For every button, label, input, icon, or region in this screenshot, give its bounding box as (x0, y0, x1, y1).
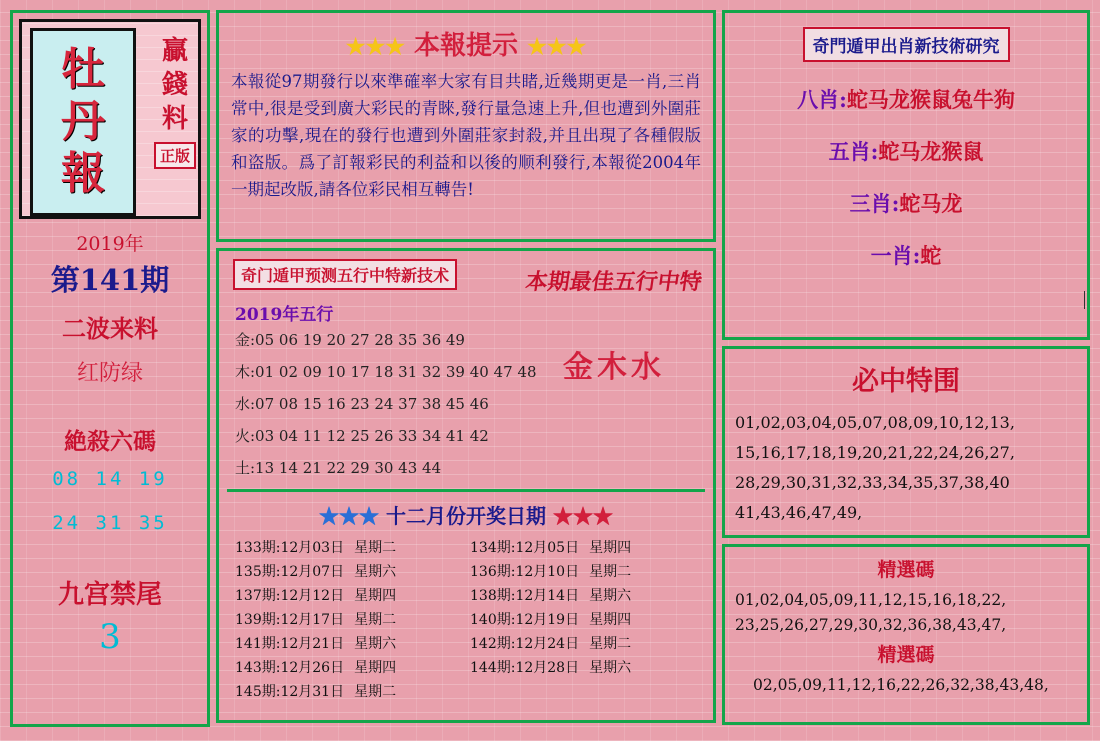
logo-char-2: 丹 (61, 96, 105, 147)
wuxing-year: 2019年五行 (235, 305, 334, 325)
draw-date-grid (227, 537, 705, 701)
zodiac-label-3: 三肖: (849, 191, 900, 216)
draw-week: 星期二 (589, 636, 632, 652)
star-icon-right: ★★★ (527, 34, 587, 60)
zodiac-value-1: 蛇 (920, 243, 942, 268)
star-icon-left: ★★★ (345, 34, 405, 60)
list-item (235, 585, 462, 605)
must-hit-panel (722, 346, 1090, 538)
zodiac-value-3: 蛇马龙 (899, 191, 963, 216)
selected-codes-panel (722, 544, 1090, 725)
selected-codes-row-2: 23,25,26,27,29,30,32,36,38,43,47, (735, 616, 1007, 634)
left-column (10, 10, 210, 727)
list-item (470, 537, 697, 557)
draw-issue: 145期:12月31日 (235, 684, 345, 700)
draw-issue: 133期:12月03日 (235, 540, 345, 556)
zodiac-row-1 (731, 240, 1081, 270)
selected-codes-row-3: 02,05,09,11,12,16,22,26,32,38,43,48, (753, 676, 1049, 694)
draw-issue: 141期:12月21日 (235, 636, 345, 652)
zodiac-row-5 (731, 136, 1081, 166)
draw-week: 星期四 (589, 540, 632, 556)
star-icon-date-right: ★★★ (552, 504, 613, 528)
draw-week: 星期六 (589, 588, 632, 604)
notice-body: 本報從97期發行以來準確率大家有目共睹,近幾期更是一肖,三肖常中,很是受到廣大彩民的青睞,發行量急速上升,但也遭到外圍莊家的功擊,現在的發行也遭到外圍莊家封殺,并且出現了各種假版和盗版。爲了訂報彩民的利益和以後的顺利發行,本報從2004年一期起改版,請各位彩民相互轉告! (231, 72, 701, 199)
right-column (722, 10, 1090, 727)
list-item (235, 537, 462, 557)
draw-issue: 138期:12月14日 (470, 588, 580, 604)
draw-week: 星期二 (354, 612, 397, 628)
forbidden-tail-value: 3 (99, 617, 121, 657)
list-item (470, 633, 697, 653)
forbidden-tail-title: 九宫禁尾 (57, 580, 162, 610)
logo-side-char-2: 錢 (161, 70, 188, 100)
list-item (235, 681, 462, 701)
zodiac-label-8: 八肖: (797, 87, 847, 112)
kill-six-numbers-row-2: 24 31 35 (52, 512, 168, 534)
draw-week: 星期六 (354, 636, 397, 652)
list-item (235, 657, 462, 677)
draw-issue: 134期:12月05日 (470, 540, 580, 556)
logo-side-block (140, 34, 210, 169)
notice-title (231, 25, 701, 62)
draw-week: 星期四 (589, 612, 632, 628)
notice-panel (216, 10, 716, 242)
wuxing-row-earth: 土:13 14 21 22 29 30 43 44 (235, 459, 442, 477)
draw-issue: 144期:12月28日 (470, 660, 580, 676)
zodiac-row-3 (731, 188, 1081, 218)
year-label: 2019年 (76, 233, 144, 255)
kill-six-title: 絶殺六碼 (64, 428, 156, 455)
must-hit-title: 必中特围 (852, 366, 960, 397)
draw-issue: 142期:12月24日 (470, 636, 580, 652)
draw-issue: 140期:12月19日 (470, 612, 580, 628)
logo-side-char-1: 贏 (161, 36, 188, 66)
draw-date-title (227, 500, 705, 529)
must-hit-row-4: 41,43,46,47,49, (735, 503, 863, 522)
masthead-logo (19, 19, 201, 219)
list-item (235, 609, 462, 629)
draw-week: 星期四 (354, 588, 397, 604)
wuxing-row-wood: 木:01 02 09 10 17 18 31 32 39 40 47 48 (235, 363, 537, 381)
list-item (470, 585, 697, 605)
middle-column (216, 10, 716, 727)
logo-title-block (30, 28, 136, 216)
star-icon-date-left: ★★★ (319, 504, 380, 528)
list-item (470, 561, 697, 581)
draw-date-title-text: 十二月份开奖日期 (386, 504, 546, 528)
zodiac-value-8: 蛇马龙猴鼠兔牛狗 (846, 87, 1015, 112)
zodiac-value-5: 蛇马龙猴鼠 (878, 139, 984, 164)
best-wuxing-box (521, 257, 707, 457)
wuxing-row-water: 水:07 08 15 16 23 24 37 38 45 46 (235, 395, 489, 413)
draw-week: 星期二 (354, 540, 397, 556)
wuxing-row-metal: 金:05 06 19 20 27 28 35 36 49 (235, 331, 465, 349)
text-cursor (1084, 291, 1085, 309)
list-item (470, 609, 697, 629)
logo-side-char-3: 料 (161, 104, 188, 134)
must-hit-row-3: 28,29,30,31,32,33,34,35,37,38,40 (735, 473, 1010, 492)
zodiac-label-5: 五肖: (828, 139, 879, 164)
left-subtitle-2: 红防绿 (76, 361, 143, 386)
zodiac-row-8 (731, 84, 1081, 114)
wuxing-row-fire: 火:03 04 11 12 25 26 33 34 41 42 (235, 427, 489, 445)
left-subtitle: 二波来料 (62, 314, 158, 343)
must-hit-row-1: 01,02,03,04,05,07,08,09,10,12,13, (735, 413, 1015, 432)
zodiac-panel (722, 10, 1090, 340)
list-item (235, 633, 462, 653)
zodiac-title: 奇門遁甲出肖新技術研究 (803, 27, 1010, 62)
draw-date-panel (227, 489, 705, 701)
list-item (235, 561, 462, 581)
wuxing-panel (216, 248, 716, 723)
draw-week: 星期二 (354, 684, 397, 700)
selected-codes-row-1: 01,02,04,05,09,11,12,15,16,18,22, (735, 591, 1007, 609)
list-item (470, 657, 697, 677)
selected-codes-title-1: 精選碼 (877, 559, 935, 581)
must-hit-row-2: 15,16,17,18,19,20,21,22,24,26,27, (735, 443, 1015, 462)
best-wuxing-value: 金木水 (563, 350, 665, 385)
wuxing-title: 奇门遁甲预测五行中特新技术 (233, 259, 457, 290)
selected-codes-title-2: 精選碼 (877, 644, 935, 666)
draw-week: 星期四 (354, 660, 397, 676)
draw-week: 星期二 (589, 564, 632, 580)
draw-issue: 139期:12月17日 (235, 612, 345, 628)
draw-issue: 143期:12月26日 (235, 660, 345, 676)
logo-char-1: 牡 (61, 44, 105, 95)
kill-six-numbers-row-1: 08 14 19 (52, 468, 168, 490)
notice-title-text: 本報提示 (413, 31, 518, 61)
best-wuxing-title: 本期最佳五行中特 (523, 269, 704, 295)
draw-issue: 137期:12月12日 (235, 588, 345, 604)
issue-label: 第141期 (50, 263, 170, 297)
draw-issue: 136期:12月10日 (470, 564, 580, 580)
edition-badge: 正版 (154, 142, 196, 169)
draw-week: 星期六 (589, 660, 632, 676)
logo-char-3: 報 (61, 148, 105, 199)
draw-week: 星期六 (354, 564, 397, 580)
zodiac-label-1: 一肖: (870, 243, 921, 268)
draw-issue: 135期:12月07日 (235, 564, 345, 580)
